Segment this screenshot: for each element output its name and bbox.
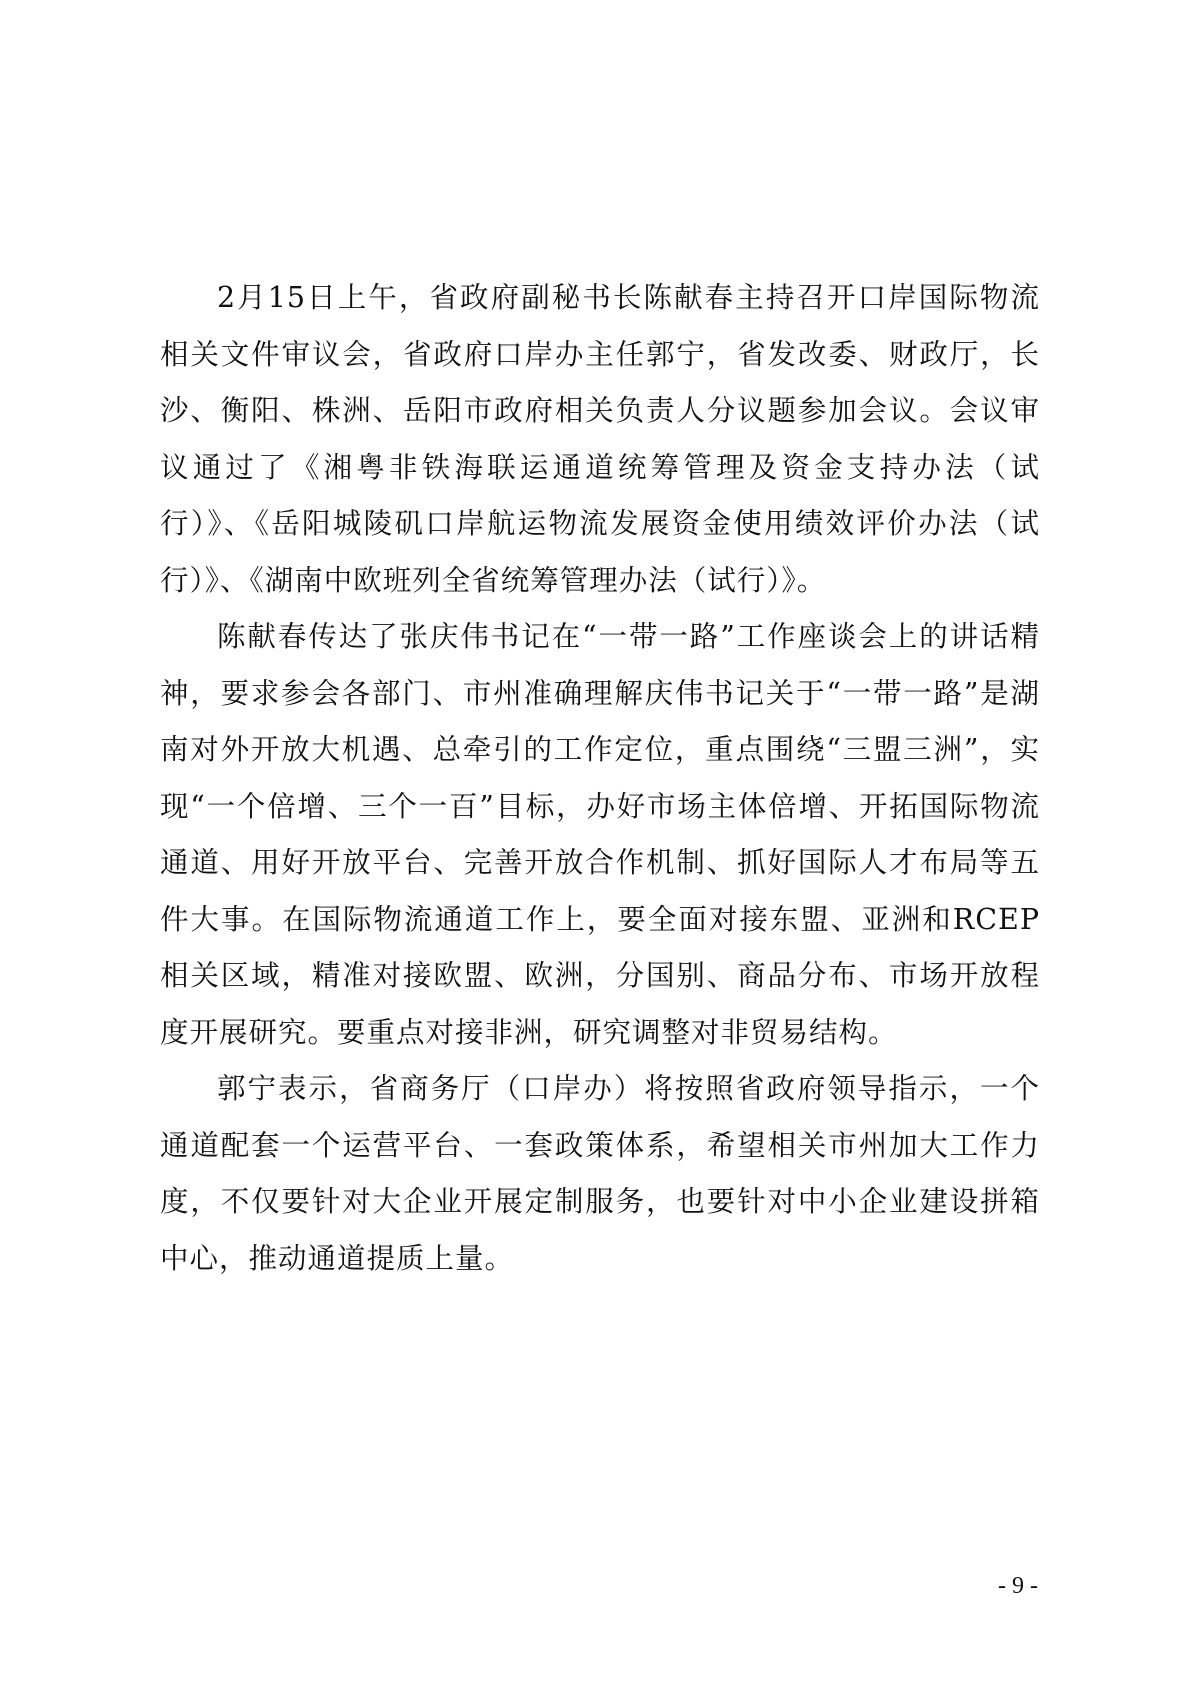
paragraph-belt-and-road-remarks: 陈献春传达了张庆伟书记在“一带一路”工作座谈会上的讲话精神，要求参会各部门、市州准确理解庆伟书记关于“一带一路”是湖南对外开放大机遇、总牵引的工作定位，重点围绕“三盟三洲”，实现“一个倍增、三个一百”目标，办好市场主体倍增、开拓国际物流通道、用好开放平台、完善开放合作机制、抓好国际人才布局等五件大事。在国际物流通道工作上，要全面对接东盟、亚洲和RCEP相关区域，精准对接欧盟、欧洲，分国别、商品分布、市场开放程度开展研究。要重点对接非洲，研究调整对非贸易结构。 — [160, 620, 1040, 1049]
document-body — [160, 270, 1040, 1287]
paragraph-guo-ning-statement: 郭宁表示，省商务厅（口岸办）将按照省政府领导指示，一个通道配套一个运营平台、一套政策体系，希望相关市州加大工作力度，不仅要针对大企业开展定制服务，也要针对中小企业建设拼箱中心，推动通道提质上量。 — [160, 1072, 1040, 1275]
page-number: - 9 - — [998, 1573, 1038, 1599]
paragraph-meeting-summary: 2月15日上午，省政府副秘书长陈献春主持召开口岸国际物流相关文件审议会，省政府口岸办主任郭宁，省发改委、财政厅，长沙、衡阳、株洲、岳阳市政府相关负责人分议题参加会议。会议审议通过了《湘粤非铁海联运通道统筹管理及资金支持办法（试行）》、《岳阳城陵矶口岸航运物流发展资金使用绩效评价办法（试行）》、《湖南中欧班列全省统筹管理办法（试行）》。 — [160, 281, 1040, 597]
